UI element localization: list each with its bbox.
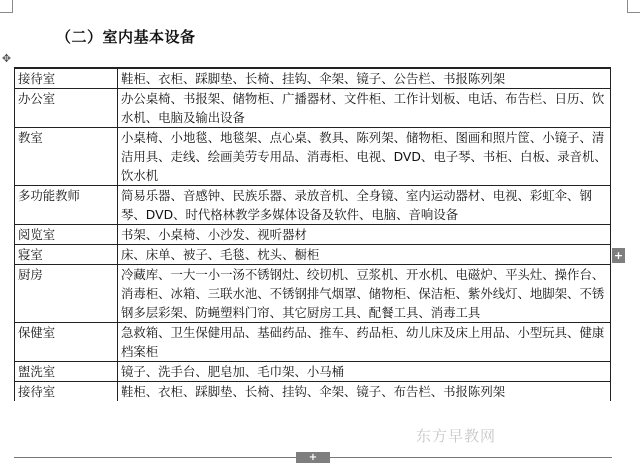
equipment-table	[14, 67, 611, 401]
table-row	[15, 362, 611, 382]
section-heading: （二）室内基本设备	[56, 28, 196, 46]
room-name-cell: 多功能教师	[15, 186, 118, 225]
equipment-list-cell: 冷藏库、一大一小一汤不锈钢灶、绞切机、豆浆机、开水机、电磁炉、平头灶、操作台、消毒柜、冰箱、三联水池、不锈钢排气烟罩、储物柜、保洁柜、紫外线灯、地脚架、不锈钢多层彩架、防蝇塑料门帘、其它厨房工具、配餐工具、消毒工具	[118, 265, 611, 323]
equipment-list-cell: 鞋柜、衣柜、踩脚垫、长椅、挂钩、伞架、镜子、布告栏、书报陈列架	[118, 382, 611, 402]
table-row	[15, 265, 611, 323]
equipment-list-cell: 书架、小桌椅、小沙发、视听器材	[118, 225, 611, 245]
room-name-cell: 接待室	[15, 68, 118, 89]
crop-mark-top-right	[627, 0, 640, 13]
table-row	[15, 68, 611, 89]
room-name-cell: 教室	[15, 128, 118, 186]
crop-mark-top-left	[0, 0, 13, 13]
equipment-list-cell: 床、床单、被子、毛毯、枕头、橱柜	[118, 245, 611, 265]
table-row	[15, 323, 611, 362]
equipment-list-cell: 办公桌椅、书报架、储物柜、广播器材、文件柜、工作计划板、电话、布告栏、日历、饮水机、电脑及输出设备	[118, 89, 611, 128]
equipment-list-cell: 鞋柜、衣柜、踩脚垫、长椅、挂钩、伞架、镜子、公告栏、书报陈列架	[118, 68, 611, 89]
equipment-list-cell: 镜子、洗手台、肥皂加、毛巾架、小马桶	[118, 362, 611, 382]
room-name-cell: 接待室	[15, 382, 118, 402]
room-name-cell: 办公室	[15, 89, 118, 128]
room-name-cell: 厨房	[15, 265, 118, 323]
room-name-cell: 保健室	[15, 323, 118, 362]
equipment-list-cell: 急救箱、卫生保健用品、基础药品、推车、药品柜、幼儿床及床上用品、小型玩具、健康档案柜	[118, 323, 611, 362]
watermark: 东方早教网	[416, 427, 497, 445]
equipment-list-cell: 小桌椅、小地毯、地毯架、点心桌、教具、陈列架、储物柜、图画和照片筐、小镜子、清洁用具、走线、绘画美劳专用品、消毒柜、电视、DVD、电子琴、书柜、白板、录音机、饮水机	[118, 128, 611, 186]
add-column-handle-icon[interactable]: +	[613, 249, 624, 262]
table-row	[15, 225, 611, 245]
table-row	[15, 128, 611, 186]
table-row	[15, 89, 611, 128]
table-row	[15, 382, 611, 402]
add-row-handle-icon[interactable]: +	[296, 452, 330, 463]
table-row	[15, 186, 611, 225]
room-name-cell: 盥洗室	[15, 362, 118, 382]
room-name-cell: 寝室	[15, 245, 118, 265]
table-move-handle-icon[interactable]: ✥	[1, 52, 12, 65]
room-name-cell: 阅览室	[15, 225, 118, 245]
table-row	[15, 245, 611, 265]
equipment-list-cell: 简易乐器、音感钟、民族乐器、录放音机、全身镜、室内运动器材、电视、彩虹伞、钢琴、DVD、时代格林教学多媒体设备及软件、电脑、音响设备	[118, 186, 611, 225]
